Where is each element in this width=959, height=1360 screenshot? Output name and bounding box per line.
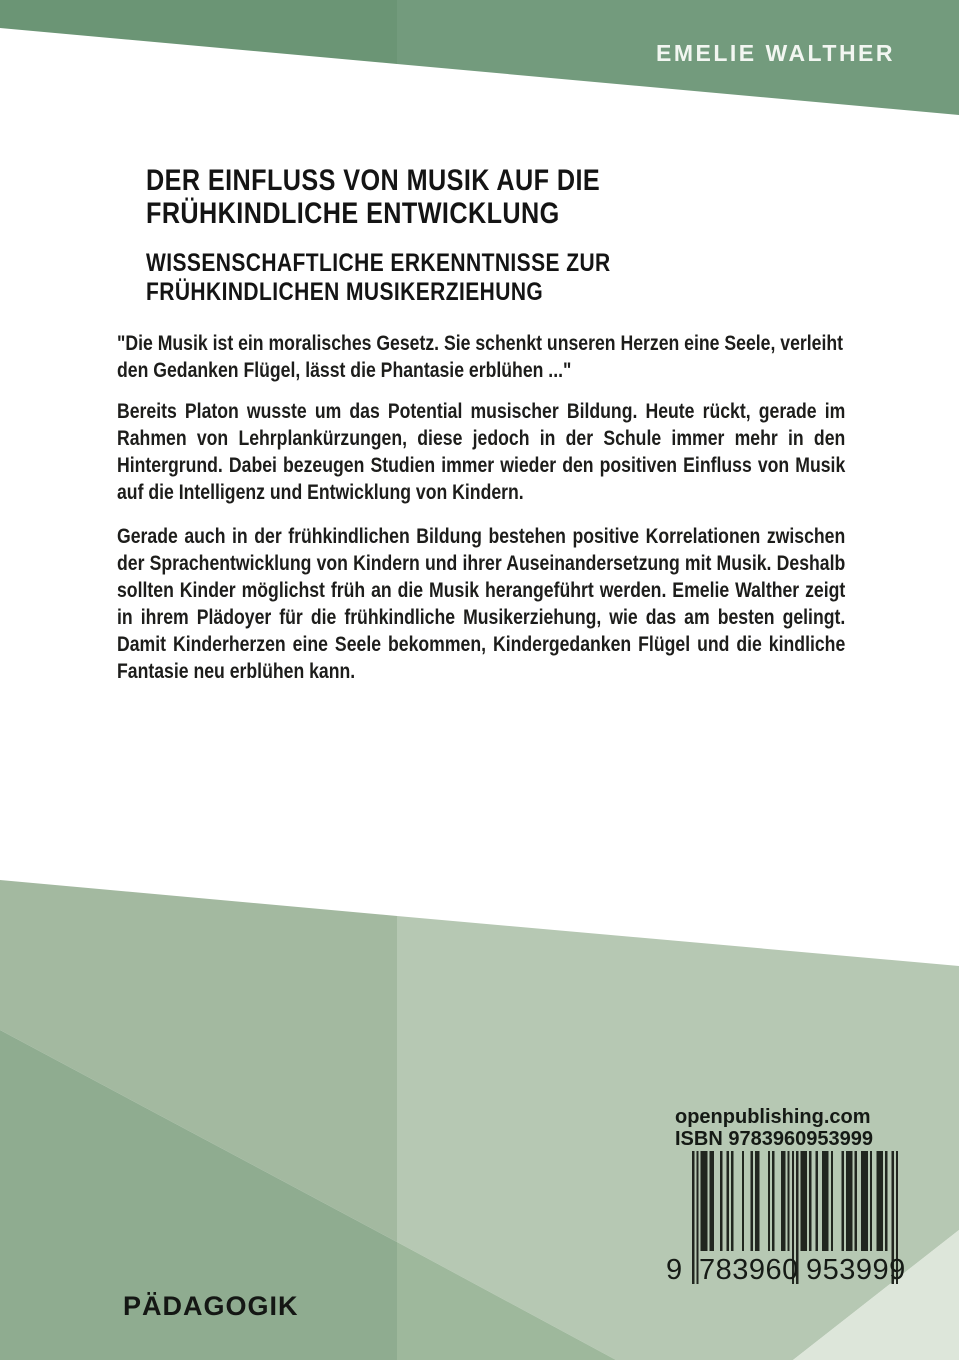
- blurb-paragraph-1: Bereits Platon wusste um das Potential musischer Bildung. Heute rückt, gerade im Rahmen von Lehrplankürzungen, diese jedoch in der Schule immer mehr in den Hintergrund. Dabei bezeugen Studien immer wieder den positiven Einfluss von Musik auf die Intelligenz und Entwicklung von Kindern.: [117, 400, 846, 504]
- barcode-bar: [783, 1151, 785, 1251]
- barcode-bar: [703, 1151, 705, 1251]
- barcode-bar: [885, 1151, 887, 1251]
- publisher-website: openpublishing.com: [675, 1106, 871, 1128]
- barcode-bar: [809, 1151, 811, 1251]
- bg-top-band-left: [0, 0, 397, 64]
- barcode-bar: [878, 1151, 880, 1251]
- book-title-line-1: DER EINFLUSS VON MUSIK AUF DIE: [146, 164, 601, 197]
- barcode-bar: [692, 1151, 694, 1284]
- barcode-bar: [846, 1151, 848, 1251]
- barcode-bar: [803, 1151, 805, 1251]
- barcode-bar: [870, 1151, 872, 1251]
- category-label: PÄDAGOGIK: [123, 1291, 299, 1321]
- barcode-bar: [865, 1151, 867, 1251]
- barcode-bar: [881, 1151, 883, 1251]
- barcode-digit-leading: 9: [666, 1254, 683, 1286]
- barcode-bar: [712, 1151, 714, 1251]
- barcode-bar: [742, 1151, 744, 1251]
- book-subtitle: [146, 249, 611, 307]
- barcode-bar: [842, 1151, 844, 1251]
- barcode-bar: [787, 1151, 789, 1251]
- barcode-bar: [720, 1151, 722, 1251]
- blurb-text: [117, 330, 845, 702]
- barcode-bar: [805, 1151, 807, 1251]
- barcode-bar: [772, 1151, 774, 1251]
- barcode-bar: [701, 1151, 703, 1251]
- blurb-paragraph-2: Gerade auch in der frühkindlichen Bildung bestehen positive Korrelationen zwischen der Sprachentwicklung von Kindern und ihrer Auseinandersetzung mit Musik. Deshalb sollten Kinder möglichst früh an die Musik herangeführt werden. Emelie Walther zeigt in ihrem Plädoyer für die frühkindliche Musikerziehung, wie das am besten gelingt. Damit Kinderherzen eine Seele bekommen, Kindergedanken Flügel und die kindliche Fantasie neu erblühen kann.: [117, 525, 846, 683]
- barcode-bar: [850, 1151, 852, 1251]
- barcode-bar: [861, 1151, 863, 1251]
- barcode-bar: [826, 1151, 828, 1251]
- barcode-bar: [705, 1151, 707, 1251]
- barcode-bar: [855, 1151, 857, 1251]
- quote-text: "Die Musik ist ein moralisches Gesetz. Sie schenkt unseren Herzen eine Seele, verleiht den Gedanken Flügel, lässt die Phantasie erblühen ...": [117, 332, 844, 382]
- isbn-label: ISBN 9783960953999: [675, 1128, 873, 1150]
- book-title-line-2: FRÜHKINDLICHE ENTWICKLUNG: [146, 197, 560, 230]
- barcode-bar: [755, 1151, 757, 1251]
- barcode-bar: [731, 1151, 733, 1251]
- book-subtitle-line-2: FRÜHKINDLICHEN MUSIKERZIEHUNG: [146, 278, 544, 306]
- barcode-bar: [824, 1151, 826, 1251]
- barcode-bar: [800, 1151, 802, 1251]
- barcode-bar: [727, 1151, 729, 1251]
- barcode-bar: [822, 1151, 824, 1251]
- barcode-bar: [863, 1151, 865, 1251]
- author-name: EMELIE WALTHER: [656, 40, 896, 66]
- barcode-digits-group-1: 783960: [699, 1254, 799, 1286]
- barcode-digits-group-2: 953999: [806, 1254, 906, 1286]
- barcode-bar: [768, 1151, 770, 1251]
- barcode-bar: [751, 1151, 753, 1251]
- barcode-bar: [831, 1151, 833, 1251]
- barcode-bar: [848, 1151, 850, 1251]
- barcode-bar: [816, 1151, 818, 1251]
- barcode-bar: [709, 1151, 711, 1251]
- book-subtitle-line-1: WISSENSCHAFTLICHE ERKENNTNISSE ZUR: [146, 249, 611, 277]
- title-block: [146, 164, 611, 307]
- barcode-bar: [781, 1151, 783, 1251]
- barcode-bar: [757, 1151, 759, 1251]
- barcode-bar: [876, 1151, 878, 1251]
